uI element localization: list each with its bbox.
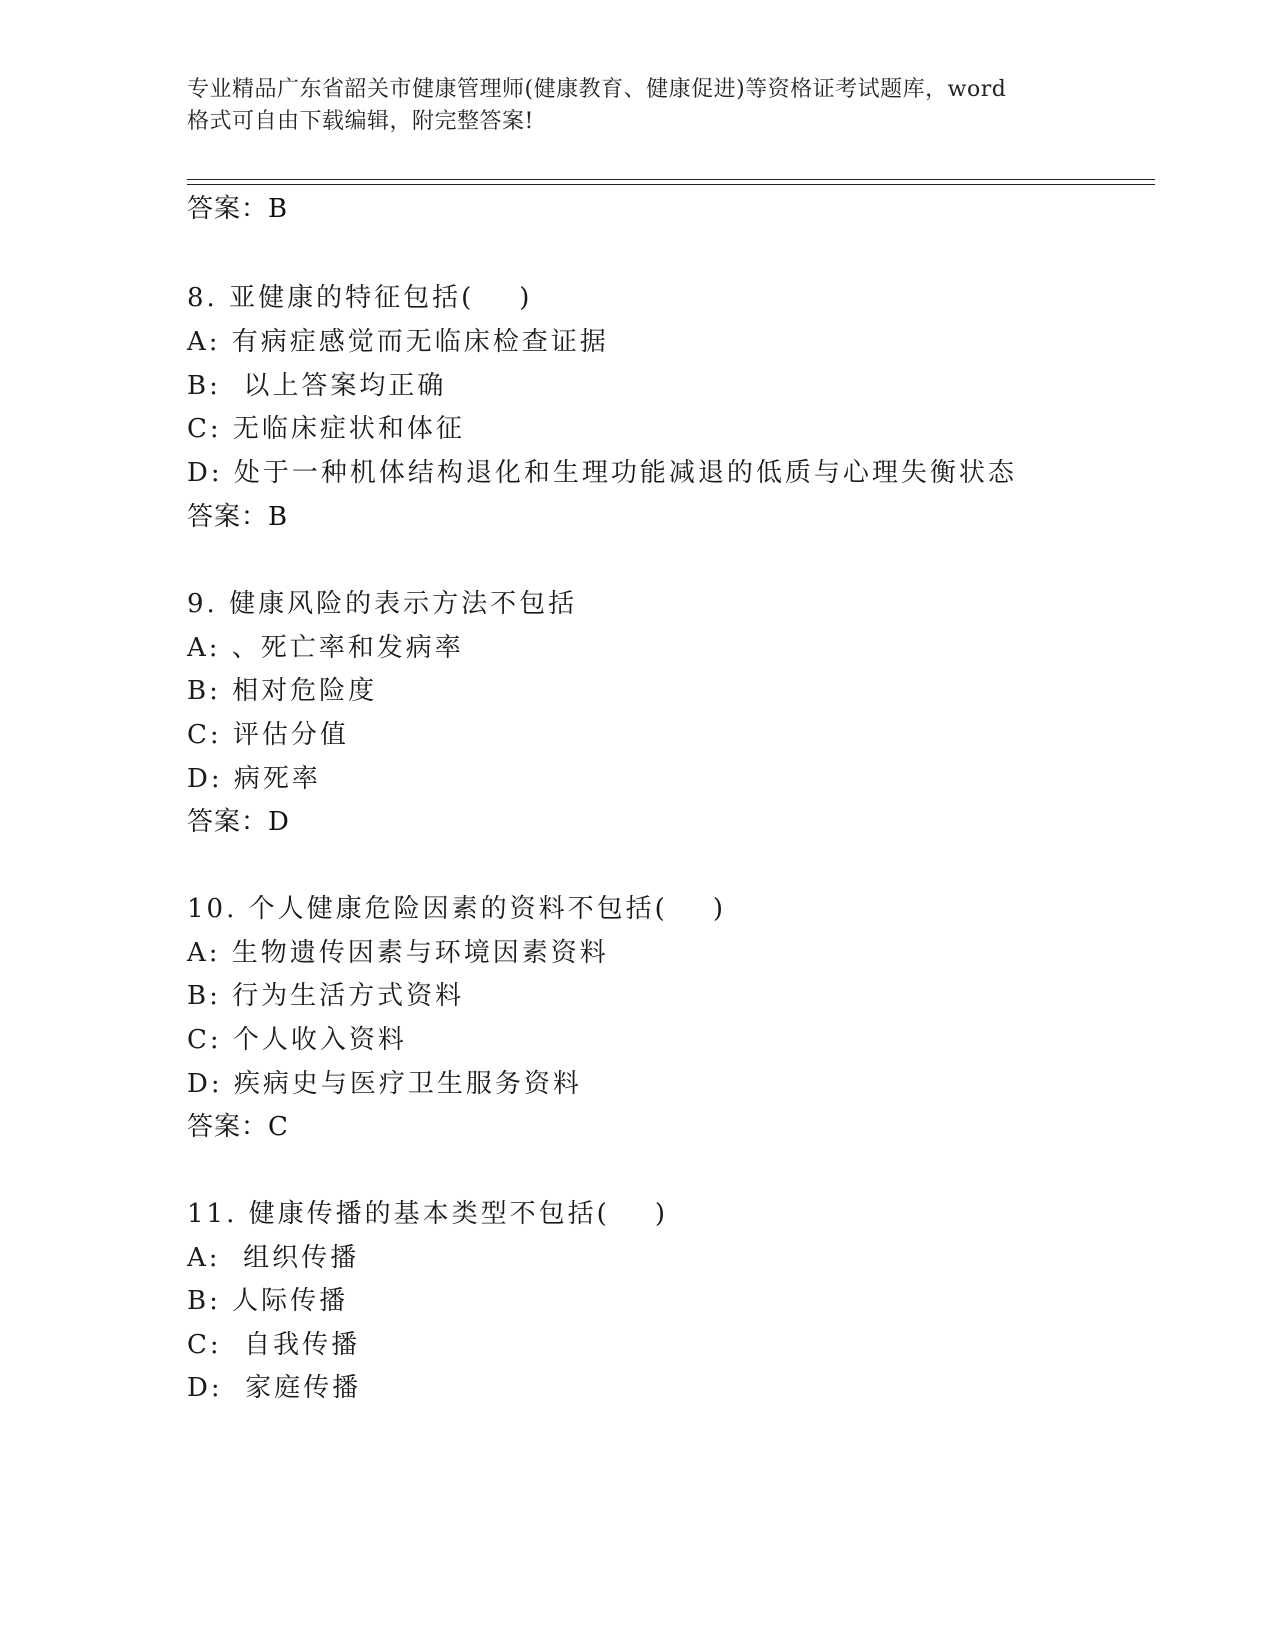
question-11-option-a: A: 组织传播 [187,1243,360,1273]
question-10-option-a: A: 生物遗传因素与环境因素资料 [187,938,609,968]
question-8-option-c: C: 无临床症状和体征 [187,414,465,444]
question-10-answer: 答案：C [187,1112,289,1142]
question-9-option-b: B: 相对危险度 [187,676,378,706]
question-11-option-d: D: 家庭传播 [187,1373,362,1403]
header-line-1: 专业精品广东省韶关市健康管理师(健康教育、健康促进)等资格证考试题库，word [187,77,1007,102]
question-8-answer: 答案：B [187,502,289,532]
document-header [187,74,1107,138]
question-11-option-b: B: 人际传播 [187,1286,349,1316]
question-9-answer: 答案：D [187,807,290,837]
header-divider-top [187,179,1155,180]
question-10-option-b: B: 行为生活方式资料 [187,981,465,1011]
question-8-option-a: A: 有病症感觉而无临床检查证据 [187,327,609,357]
question-11-option-c: C: 自我传播 [187,1330,361,1360]
question-10-option-c: C: 个人收入资料 [187,1025,407,1055]
question-9-option-c: C: 评估分值 [187,720,349,750]
question-10-option-d: D: 疾病史与医疗卫生服务资料 [187,1069,582,1099]
question-8-option-d: D: 处于一种机体结构退化和生理功能减退的低质与心理失衡状态 [187,458,1017,488]
question-10-stem: 10. 个人健康危险因素的资料不包括( ) [187,894,726,924]
question-8-stem: 8. 亚健康的特征包括( ) [187,283,533,313]
question-9-option-d: D: 病死率 [187,764,321,794]
question-11-stem: 11. 健康传播的基本类型不包括( ) [187,1199,668,1229]
question-8-option-b: B: 以上答案均正确 [187,371,447,401]
header-divider-bottom [187,184,1155,185]
question-9-option-a: A: 、死亡率和发病率 [187,633,464,663]
answer-previous: 答案：B [187,194,289,224]
question-9-stem: 9. 健康风险的表示方法不包括 [187,589,578,619]
header-line-2: 格式可自由下载编辑，附完整答案! [187,109,534,134]
